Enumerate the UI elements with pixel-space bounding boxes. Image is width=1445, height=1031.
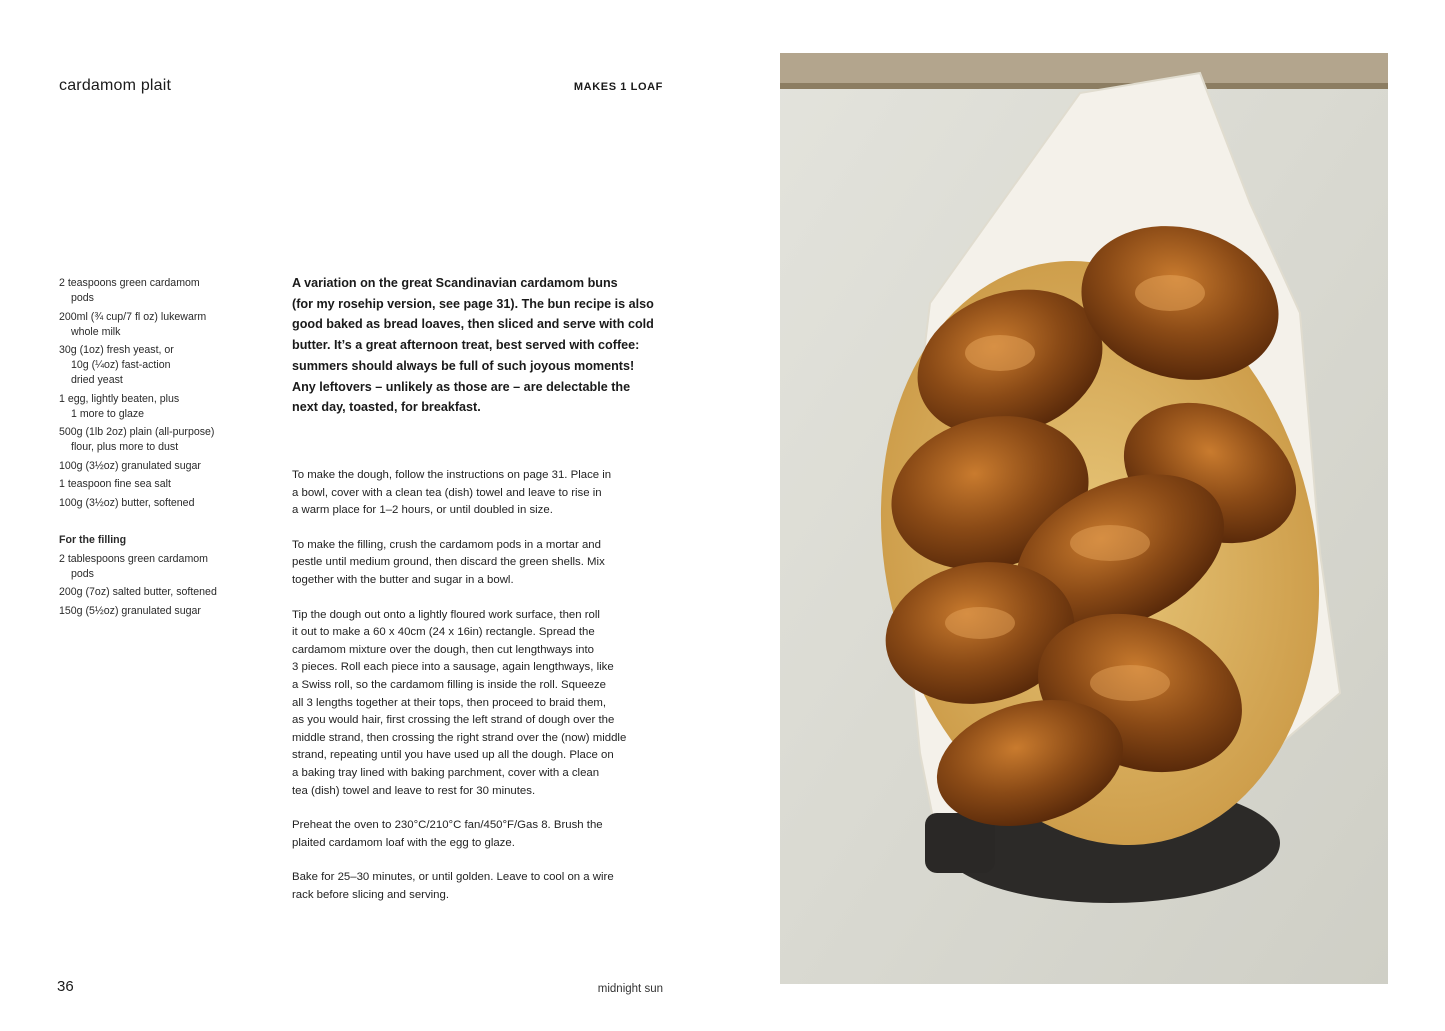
ingredient-text: whole milk	[71, 325, 121, 338]
method-line: pestle until medium ground, then discard the green shells. Mix	[292, 556, 605, 569]
method-line: rack before slicing and serving.	[292, 888, 450, 901]
method-line: 3 pieces. Roll each piece into a sausage, again lengthways, like	[292, 661, 614, 674]
method-line: all 3 lengths together at their tops, then proceed to braid them,	[292, 696, 607, 709]
method-line: Bake for 25–30 minutes, or until golden. Leave to cool on a wire	[292, 871, 614, 884]
method-line: To make the filling, crush the cardamom pods in a mortar and	[292, 538, 601, 551]
method-step	[292, 817, 672, 852]
ingredient-text: dried yeast	[71, 374, 123, 386]
method-line: strand, repeating until you have used up all the dough. Place on	[292, 749, 614, 762]
ingredient-item	[59, 604, 239, 619]
intro-line: A variation on the great Scandinavian cardamom buns	[292, 276, 618, 290]
filling-heading: For the filling	[59, 533, 127, 546]
ingredient-text: 1 egg, lightly beaten, plus	[59, 392, 180, 405]
ingredient-text: 100g (3½oz) butter, softened	[59, 496, 195, 509]
intro-line: next day, toasted, for breakfast.	[292, 400, 481, 415]
method-line: Preheat the oven to 230°C/210°C fan/450°F/Gas 8. Brush the	[292, 819, 603, 832]
ingredient-text: 500g (1lb 2oz) plain (all-purpose)	[59, 426, 215, 438]
ingredient-text: 1 more to glaze	[71, 407, 145, 420]
section-name: midnight sun	[597, 983, 663, 995]
bread-illustration	[780, 53, 1388, 984]
intro-line: summers should always be full of such joyous moments!	[292, 358, 635, 373]
method-step	[292, 607, 672, 801]
method-step	[292, 537, 672, 590]
ingredient-text: 10g (¼oz) fast-action	[71, 359, 171, 371]
ingredient-item	[59, 276, 239, 306]
ingredient-text: 2 teaspoons green cardamom	[59, 277, 200, 289]
recipe-intro	[292, 273, 672, 418]
ingredient-item	[59, 552, 239, 582]
method-line: To make the dough, follow the instructions on page 31. Place in	[292, 469, 612, 481]
ingredient-item	[59, 392, 239, 422]
intro-line: (for my rosehip version, see page 31). The bun recipe is also	[292, 296, 654, 311]
ingredient-text: 200g (7oz) salted butter, softened	[59, 586, 217, 598]
ingredient-item	[59, 343, 239, 388]
method-line: cardamom mixture over the dough, then cut lengthways into	[292, 643, 595, 656]
method-line: it out to make a 60 x 40cm (24 x 16in) rectangle. Spread the	[292, 626, 595, 639]
ingredient-text: 2 tablespoons green cardamom	[59, 552, 208, 565]
ingredient-item	[59, 459, 239, 474]
method-step	[292, 467, 672, 520]
method-line: as you would hair, first crossing the left strand of dough over the	[292, 714, 615, 727]
method-line: plaited cardamom loaf with the egg to glaze.	[292, 836, 515, 849]
page-number: 36	[57, 978, 74, 995]
recipe-yield: MAKES 1 LOAF	[573, 81, 663, 93]
intro-line: Any leftovers – unlikely as those are – are delectable the	[292, 379, 631, 394]
recipe-method	[292, 467, 672, 921]
ingredient-text: 200ml (¾ cup/7 fl oz) lukewarm	[59, 310, 207, 323]
ingredient-text: pods	[71, 567, 94, 580]
ingredient-item	[59, 310, 239, 340]
recipe-title: cardamom plait	[59, 77, 172, 94]
intro-line: good baked as bread loaves, then sliced and serve with cold	[292, 317, 654, 332]
ingredients-list	[59, 276, 239, 622]
method-line: a bowl, cover with a clean tea (dish) towel and leave to rise in	[292, 486, 602, 499]
ingredient-text: 30g (1oz) fresh yeast, or	[59, 344, 174, 356]
method-line: a baking tray lined with baking parchment, cover with a clean	[292, 766, 600, 779]
cardamom-plait-photo	[780, 53, 1388, 984]
method-step	[292, 869, 672, 904]
ingredient-text: 1 teaspoon fine sea salt	[59, 478, 171, 490]
method-line: Tip the dough out onto a lightly floured work surface, then roll	[292, 608, 600, 621]
method-line: together with the butter and sugar in a bowl.	[292, 573, 514, 586]
ingredient-text: pods	[71, 292, 94, 304]
ingredient-text: 100g (3½oz) granulated sugar	[59, 459, 201, 472]
intro-line: butter. It’s a great afternoon treat, best served with coffee:	[292, 338, 640, 353]
method-line: a Swiss roll, so the cardamom filling is inside the roll. Squeeze	[292, 678, 607, 691]
method-line: middle strand, then crossing the right strand over the (now) middle	[292, 731, 627, 744]
ingredient-item	[59, 425, 239, 455]
ingredient-item	[59, 585, 239, 600]
method-line: tea (dish) towel and leave to rest for 30 minutes.	[292, 784, 536, 797]
ingredient-item	[59, 496, 239, 511]
ingredient-text: 150g (5½oz) granulated sugar	[59, 604, 201, 617]
ingredient-text: flour, plus more to dust	[71, 441, 179, 453]
method-line: a warm place for 1–2 hours, or until doubled in size.	[292, 504, 553, 517]
ingredient-item	[59, 477, 239, 492]
